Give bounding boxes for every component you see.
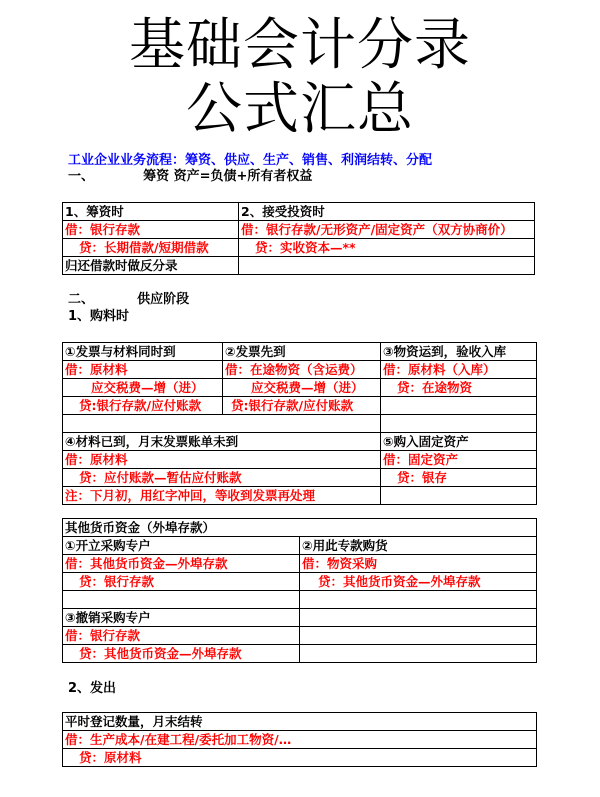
empty-cell <box>63 415 381 433</box>
supply-cell: 贷：银存 <box>381 469 537 487</box>
financing-table <box>62 202 535 275</box>
empty-cell <box>381 415 537 433</box>
other-funds-cell: 借：银行存款 <box>63 627 300 645</box>
table-row <box>63 609 537 627</box>
empty-cell <box>381 397 537 415</box>
table-row <box>63 203 535 221</box>
supply-head-4: ④材料已到，月末发票账单未到 <box>63 433 381 451</box>
section2-heading <box>68 292 189 308</box>
other-funds-head-3: ③撤销采购专户 <box>63 609 300 627</box>
supply-head-5: ⑤购入固定资产 <box>381 433 537 451</box>
investment-credit-cell: 贷：实收资本—** <box>239 239 535 257</box>
supply-cell: 贷:银行存款/应付账款 <box>63 397 223 415</box>
table-row <box>63 487 537 505</box>
table-row <box>63 591 537 609</box>
other-funds-head: 其他货币资金（外埠存款） <box>63 519 537 537</box>
table-row <box>63 645 537 663</box>
table-row <box>63 555 537 573</box>
section1-heading <box>68 169 312 185</box>
table-row <box>63 627 537 645</box>
supply-cell: 应交税费—增（进） <box>63 379 223 397</box>
supply-head-1: ①发票与材料同时到 <box>63 343 223 361</box>
supply-cell: 贷:银行存款/应付账款 <box>223 397 381 415</box>
empty-cell <box>239 257 535 275</box>
table-row <box>63 713 537 731</box>
investment-debit-cell: 借：银行存款/无形资产/固定资产（双方协商价） <box>239 221 535 239</box>
other-funds-cell: 借：其他货币资金—外埠存款 <box>63 555 300 573</box>
purchase-subheading: 1、购料时 <box>68 309 130 324</box>
table-row <box>63 749 537 767</box>
other-funds-cell: 贷：其他货币资金—外埠存款 <box>300 573 537 591</box>
section2-text: 供应阶段 <box>137 292 190 307</box>
repay-note-cell: 归还借款时做反分录 <box>63 257 239 275</box>
issue-subheading: 2、发出 <box>68 681 117 696</box>
other-funds-cell: 贷：其他货币资金—外埠存款 <box>63 645 300 663</box>
table-row <box>63 257 535 275</box>
issue-credit-cell: 贷：原材料 <box>63 749 537 767</box>
supply-cell: 贷：在途物资 <box>381 379 537 397</box>
supply-cell: 借：原材料 <box>63 451 381 469</box>
table-row <box>63 397 537 415</box>
table-row <box>63 239 535 257</box>
table-row <box>63 361 537 379</box>
table-row <box>63 731 537 749</box>
supply-head-2: ②发票先到 <box>223 343 381 361</box>
supply-table <box>62 342 537 505</box>
financing-debit-cell: 借：银行存款 <box>63 221 239 239</box>
supply-note-cell: 注：下月初，用红字冲回，等收到发票再处理 <box>63 487 381 505</box>
table-row <box>63 469 537 487</box>
table-row <box>63 433 537 451</box>
table-row <box>63 573 537 591</box>
supply-cell: 借：原材料（入库） <box>381 361 537 379</box>
issue-head: 平时登记数量，月末结转 <box>63 713 537 731</box>
other-funds-cell: 贷：银行存款 <box>63 573 300 591</box>
supply-head-3: ③物资运到，验收入库 <box>381 343 537 361</box>
table-row <box>63 221 535 239</box>
investment-head-cell: 2、接受投资时 <box>239 203 535 221</box>
section2-number: 二、 <box>68 292 95 307</box>
supply-cell: 应交税费—增（进） <box>223 379 381 397</box>
process-line: 工业企业业务流程：筹资、供应、生产、销售、利润结转、分配 <box>68 153 433 168</box>
other-funds-head-2: ②用此专款购货 <box>300 537 537 555</box>
financing-credit-cell: 贷：长期借款/短期借款 <box>63 239 239 257</box>
table-row <box>63 451 537 469</box>
empty-cell <box>300 627 537 645</box>
table-row <box>63 537 537 555</box>
table-row <box>63 519 537 537</box>
table-row <box>63 379 537 397</box>
page-title-line2: 公式汇总 <box>186 77 414 142</box>
page-title-line1: 基础会计分录 <box>129 13 471 78</box>
table-row <box>63 343 537 361</box>
other-funds-table <box>62 518 537 663</box>
supply-cell: 借：原材料 <box>63 361 223 379</box>
empty-cell <box>300 609 537 627</box>
supply-cell: 贷：应付账款—暂估应付账款 <box>63 469 381 487</box>
issue-table <box>62 712 537 767</box>
section1-text: 筹资 资产=负债+所有者权益 <box>143 169 313 184</box>
issue-debit-cell: 借：生产成本/在建工程/委托加工物资/… <box>63 731 537 749</box>
empty-cell <box>300 645 537 663</box>
empty-cell <box>381 487 537 505</box>
other-funds-cell: 借：物资采购 <box>300 555 537 573</box>
table-row <box>63 415 537 433</box>
supply-cell: 借：在途物资（含运费） <box>223 361 381 379</box>
financing-head-cell: 1、筹资时 <box>63 203 239 221</box>
other-funds-head-1: ①开立采购专户 <box>63 537 300 555</box>
empty-cell <box>300 591 537 609</box>
supply-cell: 借：固定资产 <box>381 451 537 469</box>
section1-number: 一、 <box>68 169 95 184</box>
empty-cell <box>63 591 300 609</box>
